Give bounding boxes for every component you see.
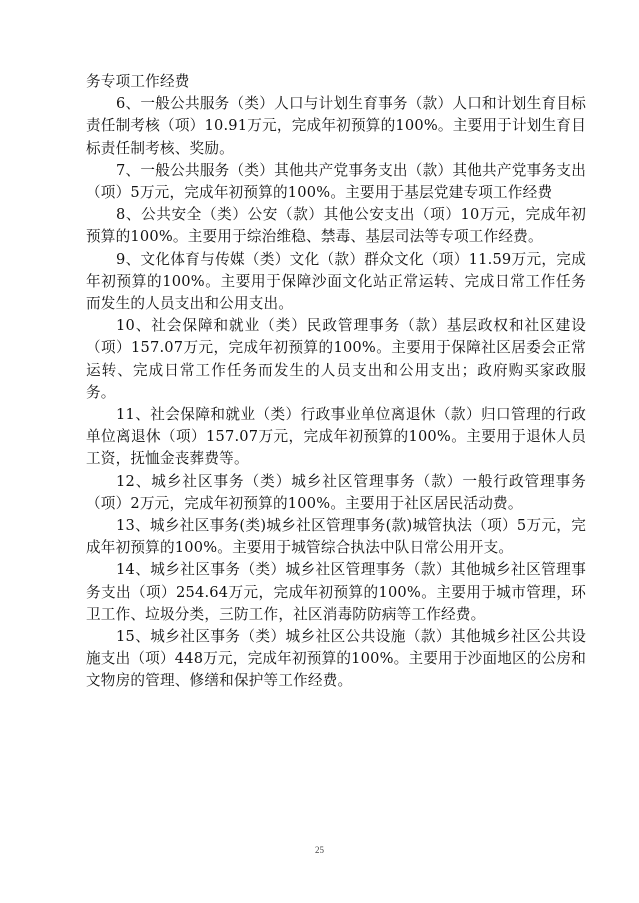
- page-number: 25: [315, 845, 324, 855]
- paragraph-item-14: 14、城乡社区事务（类）城乡社区管理事务（款）其他城乡社区管理事务支出（项）254.64万元，完成年初预算的100%。主要用于城市管理，环卫工作、垃圾分类，三防工作，社区消毒防防病等工作经费。: [86, 561, 586, 623]
- paragraph-item-11: 11、社会保障和就业（类）行政事业单位离退休（款）归口管理的行政单位离退休（项）157.07万元，完成年初预算的100%。主要用于退休人员工资，抚恤金丧葬费等。: [86, 406, 586, 468]
- paragraph-item-13: 13、城乡社区事务(类)城乡社区管理事务(款)城管执法（项）5万元，完成年初预算的100%。主要用于城管综合执法中队日常公用开支。: [86, 517, 586, 557]
- paragraph-item-15: 15、城乡社区事务（类）城乡社区公共设施（款）其他城乡社区公共设施支出（项）448万元，完成年初预算的100%。主要用于沙面地区的公房和文物房的管理、修缮和保护等工作经费。: [86, 628, 586, 690]
- document-body: [86, 71, 586, 693]
- paragraph-item-9: 9、文化体育与传媒（类）文化（款）群众文化（项）11.59万元，完成年初预算的100%。主要用于保障沙面文化站正常运转、完成日常工作任务而发生的人员支出和公用支出。: [86, 250, 586, 313]
- paragraph-item-6: 6、一般公共服务（类）人口与计划生育事务（款）人口和计划生育目标责任制考核（项）10.91万元，完成年初预算的100%。主要用于计划生育目标责任制考核、奖励。: [86, 95, 586, 157]
- paragraph-item-7: 7、一般公共服务（类）其他共产党事务支出（款）其他共产党事务支出（项）5万元，完成年初预算的100%。主要用于基层党建专项工作经费: [86, 161, 586, 202]
- paragraph-item-10: 10、社会保障和就业（类）民政管理事务（款）基层政权和社区建设（项）157.07万元，完成年初预算的100%。主要用于保障社区居委会正常运转、完成日常工作任务而发生的人员支出和公用支出；政府购买家政服务。: [86, 317, 586, 401]
- paragraph-continuation: 务专项工作经费: [86, 73, 190, 90]
- paragraph-item-12: 12、城乡社区事务（类）城乡社区管理事务（款）一般行政管理事务（项）2万元，完成年初预算的100%。主要用于社区居民活动费。: [86, 472, 586, 512]
- paragraph-item-8: 8、公共安全（类）公安（款）其他公安支出（项）10万元，完成年初预算的100%。主要用于综治维稳、禁毒、基层司法等专项工作经费。: [86, 206, 586, 246]
